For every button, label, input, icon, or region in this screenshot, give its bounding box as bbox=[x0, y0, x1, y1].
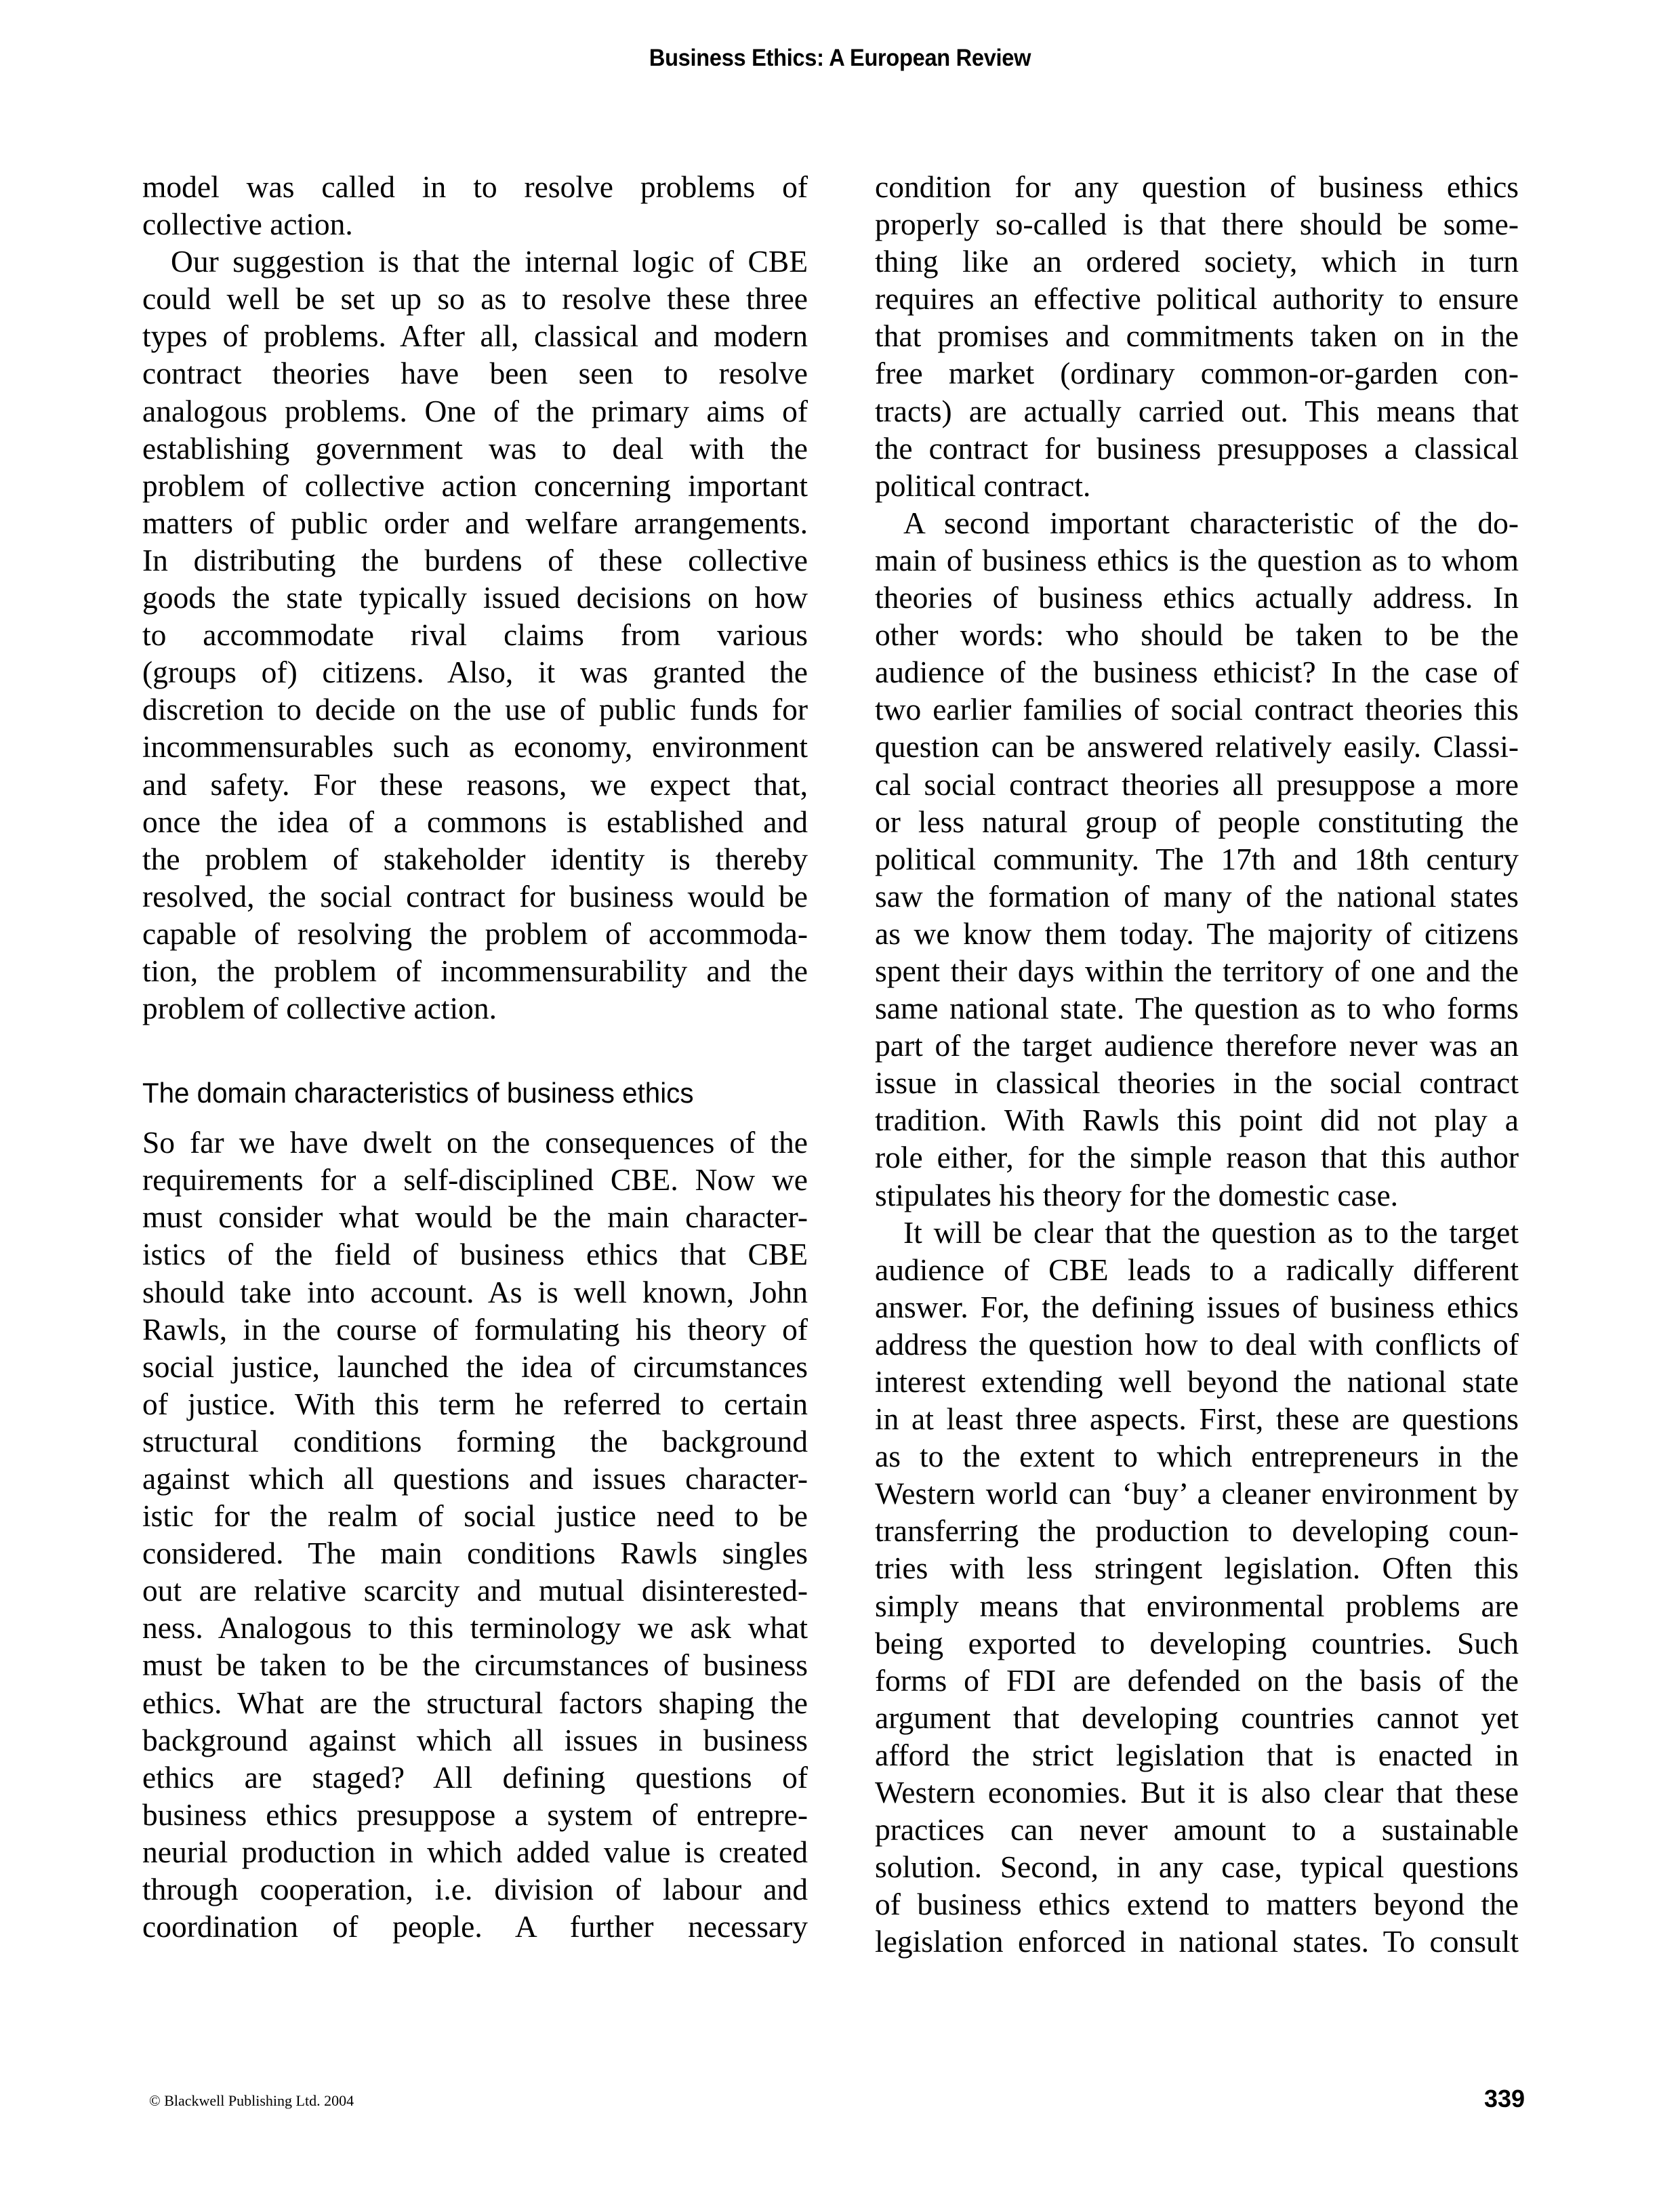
text-line: coordination of people. A further necessary bbox=[142, 1909, 808, 1944]
text-line: background against which all issues in business bbox=[142, 1722, 808, 1757]
text-line: In distributing the burdens of these collective bbox=[142, 542, 808, 577]
text-line: must consider what would be the main character- bbox=[142, 1200, 808, 1235]
text-line: capable of resolving the problem of accommoda- bbox=[142, 916, 808, 951]
paragraph-target-audience bbox=[875, 504, 1519, 1214]
text-line: requires an effective political authority to ensure bbox=[875, 281, 1519, 316]
text-line: tradition. With Rawls this point did not play a bbox=[875, 1103, 1519, 1138]
text-line: being exported to developing countries. Such bbox=[875, 1625, 1519, 1660]
text-line: requirements for a self-disciplined CBE. Now we bbox=[142, 1162, 808, 1198]
text-line: problem of collective action concerning important bbox=[142, 468, 808, 503]
text-line: as we know them today. The majority of citizens bbox=[875, 916, 1519, 951]
text-line: structural conditions forming the background bbox=[142, 1423, 808, 1458]
text-line: political community. The 17th and 18th century bbox=[875, 841, 1519, 876]
text-line: istic for the realm of social justice need to be bbox=[142, 1498, 808, 1534]
text-line: out are relative scarcity and mutual disinterested- bbox=[142, 1573, 808, 1608]
text-line: incommensurables such as economy, environment bbox=[142, 729, 808, 764]
text-line: the problem of stakeholder identity is thereby bbox=[142, 841, 808, 876]
text-line: model was called in to resolve problems of bbox=[142, 169, 808, 204]
text-line: Our suggestion is that the internal logic of CBE bbox=[171, 244, 808, 279]
text-line: tracts) are actually carried out. This means that bbox=[875, 393, 1519, 428]
text-line: issue in classical theories in the social contract bbox=[875, 1065, 1519, 1101]
text-line: spent their days within the territory of one and the bbox=[875, 953, 1519, 988]
text-line: istics of the field of business ethics that CBE bbox=[142, 1237, 808, 1272]
text-line: cal social contract theories all presuppose a more bbox=[875, 766, 1519, 802]
text-line: address the question how to deal with conflicts of bbox=[875, 1326, 1519, 1362]
copyright-notice: © Blackwell Publishing Ltd. 2004 bbox=[149, 2092, 354, 2109]
paragraph-domain-characteristics bbox=[142, 1124, 808, 1945]
text-line: two earlier families of social contract theories this bbox=[875, 692, 1519, 727]
text-line: free market (ordinary common-or-garden con- bbox=[875, 356, 1519, 391]
text-line: should take into account. As is well known, John bbox=[142, 1274, 808, 1309]
text-line: simply means that environmental problems are bbox=[875, 1588, 1519, 1623]
text-line: afford the strict legislation that is enacted in bbox=[875, 1737, 1519, 1772]
text-line: forms of FDI are defended on the basis of the bbox=[875, 1662, 1519, 1698]
text-line: or less natural group of people constituting the bbox=[875, 804, 1519, 839]
text-line: other words: who should be taken to be the bbox=[875, 617, 1519, 653]
text-line: must be taken to be the circumstances of business bbox=[142, 1648, 808, 1683]
text-line: audience of the business ethicist? In the case of bbox=[875, 655, 1519, 690]
text-line: to accommodate rival claims from various bbox=[142, 617, 808, 653]
text-line: stipulates his theory for the domestic case. bbox=[875, 1177, 1399, 1212]
running-head-journal-title: Business Ethics: A European Review bbox=[649, 45, 1031, 71]
text-line: practices can never amount to a sustainable bbox=[875, 1812, 1519, 1847]
text-line: in at least three aspects. First, these are questions bbox=[875, 1402, 1519, 1437]
page-number: 339 bbox=[1484, 2085, 1525, 2112]
text-line: and safety. For these reasons, we expect that, bbox=[142, 766, 808, 802]
right-column bbox=[875, 168, 1519, 1961]
text-line: social justice, launched the idea of circumstances bbox=[142, 1349, 808, 1384]
text-line: audience of CBE leads to a radically different bbox=[875, 1252, 1519, 1287]
text-line: solution. Second, in any case, typical questions bbox=[875, 1849, 1519, 1885]
text-line: contract theories have been seen to resolve bbox=[142, 356, 808, 391]
text-line: theories of business ethics actually address. In bbox=[875, 580, 1519, 615]
text-line: properly so-called is that there should be some- bbox=[875, 207, 1519, 242]
text-line: tries with less stringent legislation. Often this bbox=[875, 1551, 1519, 1586]
text-line: main of business ethics is the question as to whom bbox=[875, 542, 1519, 577]
text-line: problem of collective action. bbox=[142, 991, 497, 1026]
text-line: role either, for the simple reason that this author bbox=[875, 1140, 1519, 1175]
text-line: once the idea of a commons is established and bbox=[142, 804, 808, 839]
text-line: resolved, the social contract for business would be bbox=[142, 878, 808, 914]
text-line: (groups of) citizens. Also, it was granted the bbox=[142, 655, 808, 690]
left-column bbox=[142, 168, 808, 1945]
text-line: interest extending well beyond the national state bbox=[875, 1364, 1519, 1399]
text-line: transferring the production to developing coun- bbox=[875, 1513, 1519, 1549]
text-line: establishing government was to deal with the bbox=[142, 430, 808, 466]
text-line: against which all questions and issues character- bbox=[142, 1461, 808, 1496]
text-line: types of problems. After all, classical and modern bbox=[142, 319, 808, 354]
paragraph-continuation bbox=[142, 168, 808, 243]
text-line: political contract. bbox=[875, 468, 1091, 503]
paragraph-cbe-logic bbox=[142, 243, 808, 1027]
text-line: part of the target audience therefore never was an bbox=[875, 1028, 1519, 1063]
text-line: discretion to decide on the use of public funds for bbox=[142, 692, 808, 727]
text-line: analogous problems. One of the primary aims of bbox=[142, 393, 808, 428]
text-line: of business ethics extend to matters beyond the bbox=[875, 1887, 1519, 1922]
text-line: Western world can ‘buy’ a cleaner environment by bbox=[875, 1476, 1519, 1511]
text-line: business ethics presuppose a system of entrepre- bbox=[142, 1797, 808, 1832]
text-line: the contract for business presupposes a classical bbox=[875, 430, 1519, 466]
text-line: It will be clear that the question as to the target bbox=[903, 1214, 1519, 1250]
text-line: considered. The main conditions Rawls singles bbox=[142, 1536, 808, 1571]
text-line: condition for any question of business ethics bbox=[875, 169, 1519, 204]
paragraph-ordered-society bbox=[875, 168, 1519, 504]
text-line: ethics. What are the structural factors shaping the bbox=[142, 1685, 808, 1720]
text-line: tion, the problem of incommensurability and the bbox=[142, 953, 808, 988]
text-line: matters of public order and welfare arrangements. bbox=[142, 505, 808, 540]
text-line: A second important characteristic of the do- bbox=[903, 505, 1519, 540]
text-line: goods the state typically issued decisions on how bbox=[142, 580, 808, 615]
text-line: argument that developing countries cannot yet bbox=[875, 1700, 1519, 1735]
text-line: question can be answered relatively easily. Classi- bbox=[875, 729, 1519, 764]
text-line: thing like an ordered society, which in turn bbox=[875, 244, 1519, 279]
section-heading: The domain characteristics of business ethics bbox=[142, 1077, 694, 1109]
text-line: saw the formation of many of the national states bbox=[875, 878, 1519, 914]
text-line: ness. Analogous to this terminology we ask what bbox=[142, 1610, 808, 1645]
text-line: could well be set up so as to resolve these three bbox=[142, 281, 808, 316]
text-line: legislation enforced in national states. To consult bbox=[875, 1924, 1519, 1959]
text-line: neurial production in which added value is created bbox=[142, 1834, 808, 1869]
text-line: as to the extent to which entrepreneurs in the bbox=[875, 1439, 1519, 1474]
text-line: same national state. The question as to who forms bbox=[875, 991, 1519, 1026]
text-line: through cooperation, i.e. division of labour and bbox=[142, 1872, 808, 1907]
text-line: of justice. With this term he referred to certain bbox=[142, 1386, 808, 1421]
text-line: Rawls, in the course of formulating his theory of bbox=[142, 1311, 808, 1347]
text-line: So far we have dwelt on the consequences of the bbox=[142, 1125, 808, 1160]
paragraph-radically-different-answer bbox=[875, 1214, 1519, 1961]
text-line: Western economies. But it is also clear that these bbox=[875, 1775, 1519, 1810]
text-line: ethics are staged? All defining questions of bbox=[142, 1759, 808, 1795]
text-line: answer. For, the defining issues of business ethics bbox=[875, 1289, 1519, 1324]
text-line: collective action. bbox=[142, 207, 353, 242]
text-line: that promises and commitments taken on in the bbox=[875, 319, 1519, 354]
